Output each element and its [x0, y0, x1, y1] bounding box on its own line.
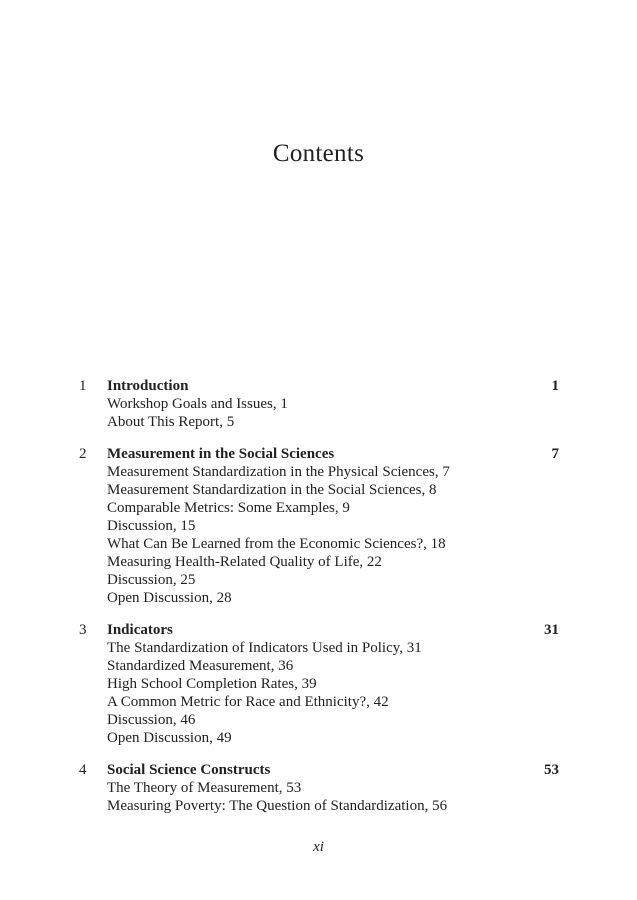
chapter-heading: [79, 377, 559, 395]
section-entry: Open Discussion, 28: [107, 590, 232, 606]
section-entry: Standardized Measurement, 36: [107, 658, 294, 674]
chapter-number: 4: [79, 762, 87, 778]
section-entry: The Standardization of Indicators Used in Policy, 31: [107, 640, 422, 656]
chapter-title: Indicators: [107, 622, 173, 638]
chapter-number: 3: [79, 622, 87, 638]
section-entry: Open Discussion, 49: [107, 730, 232, 746]
chapter-number: 2: [79, 446, 87, 462]
section-entry: About This Report, 5: [107, 414, 235, 430]
chapter-title: Social Science Constructs: [107, 762, 271, 778]
chapter-4: [79, 761, 559, 815]
section-entry: Measuring Health-Related Quality of Life, 22: [107, 554, 382, 570]
chapter-page: 1: [551, 378, 559, 394]
chapter-page: 31: [544, 622, 559, 638]
section-entry: The Theory of Measurement, 53: [107, 780, 302, 796]
chapter-page: 7: [551, 446, 559, 462]
section-list: [79, 639, 559, 747]
section-entry: A Common Metric for Race and Ethnicity?, 42: [107, 694, 389, 710]
table-of-contents: [79, 377, 559, 829]
section-entry: Measurement Standardization in the Physical Sciences, 7: [107, 464, 450, 480]
chapter-title: Introduction: [107, 378, 189, 394]
section-entry: Discussion, 46: [107, 712, 196, 728]
section-entry: Workshop Goals and Issues, 1: [107, 396, 288, 412]
section-entry: High School Completion Rates, 39: [107, 676, 317, 692]
section-list: [79, 463, 559, 607]
chapter-number: 1: [79, 378, 87, 394]
page-title: Contents: [272, 140, 365, 167]
chapter-2: [79, 445, 559, 607]
section-entry: Comparable Metrics: Some Examples, 9: [107, 500, 350, 516]
section-list: [79, 395, 559, 431]
section-entry: Measurement Standardization in the Social Sciences, 8: [107, 482, 437, 498]
chapter-heading: [79, 445, 559, 463]
section-entry: Discussion, 25: [107, 572, 196, 588]
section-entry: Discussion, 15: [107, 518, 196, 534]
chapter-heading: [79, 761, 559, 779]
section-entry: Measuring Poverty: The Question of Standardization, 56: [107, 798, 448, 814]
chapter-1: [79, 377, 559, 431]
chapter-page: 53: [544, 762, 559, 778]
section-list: [79, 779, 559, 815]
chapter-heading: [79, 621, 559, 639]
chapter-3: [79, 621, 559, 747]
chapter-title: Measurement in the Social Sciences: [107, 446, 335, 462]
page-number: xi: [313, 839, 324, 855]
section-entry: What Can Be Learned from the Economic Sciences?, 18: [107, 536, 446, 552]
